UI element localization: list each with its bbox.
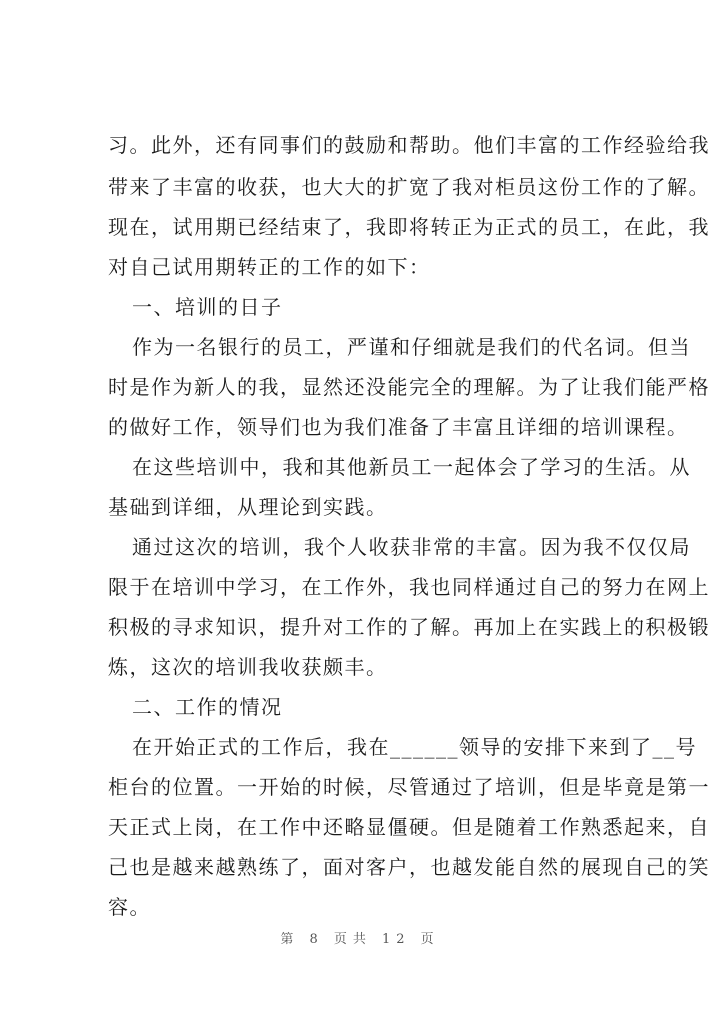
paragraph-line-13: 积极的寻求知识，提升对工作的了解。再加上在实践上的积极锻 [108, 615, 710, 639]
section-heading-work: 二、工作的情况 [132, 695, 283, 719]
paragraph-line-2: 带来了丰富的收获，也大大的扩宽了我对柜员这份工作的了解。 [108, 175, 710, 199]
paragraph-line-16: 在开始正式的工作后，我在______领导的安排下来到了__号 [132, 735, 697, 759]
section-heading-training: 一、培训的日子 [132, 295, 283, 319]
paragraph-line-4: 对自己试用期转正的工作的如下： [108, 255, 431, 279]
paragraph-line-14: 炼，这次的培训我收获颇丰。 [108, 655, 388, 679]
paragraph-line-12: 限于在培训中学习，在工作外，我也同样通过自己的努力在网上 [108, 575, 710, 599]
paragraph-line-18: 天正式上岗，在工作中还略显僵硬。但是随着工作熟悉起来，自 [108, 815, 710, 839]
paragraph-line-3: 现在，试用期已经结束了，我即将转正为正式的员工，在此，我 [108, 215, 710, 239]
paragraph-line-20: 容。 [108, 895, 151, 919]
paragraph-line-8: 的做好工作，领导们也为我们准备了丰富且详细的培训课程。 [108, 415, 689, 439]
paragraph-line-1: 习。此外，还有同事们的鼓励和帮助。他们丰富的工作经验给我 [108, 133, 710, 157]
paragraph-line-7: 时是作为新人的我，显然还没能完全的理解。为了让我们能严格 [108, 375, 710, 399]
paragraph-line-6: 作为一名银行的员工，严谨和仔细就是我们的代名词。但当 [132, 335, 691, 359]
paragraph-line-19: 己也是越来越熟练了，面对客户，也越发能自然的展现自己的笑 [108, 855, 710, 879]
page-footer: 第 8 页共 12 页 [280, 932, 440, 947]
paragraph-line-11: 通过这次的培训，我个人收获非常的丰富。因为我不仅仅局 [132, 535, 691, 559]
paragraph-line-10: 基础到详细，从理论到实践。 [108, 495, 388, 519]
paragraph-line-9: 在这些培训中，我和其他新员工一起体会了学习的生活。从 [132, 455, 691, 479]
paragraph-line-17: 柜台的位置。一开始的时候，尽管通过了培训，但是毕竟是第一 [108, 775, 710, 799]
